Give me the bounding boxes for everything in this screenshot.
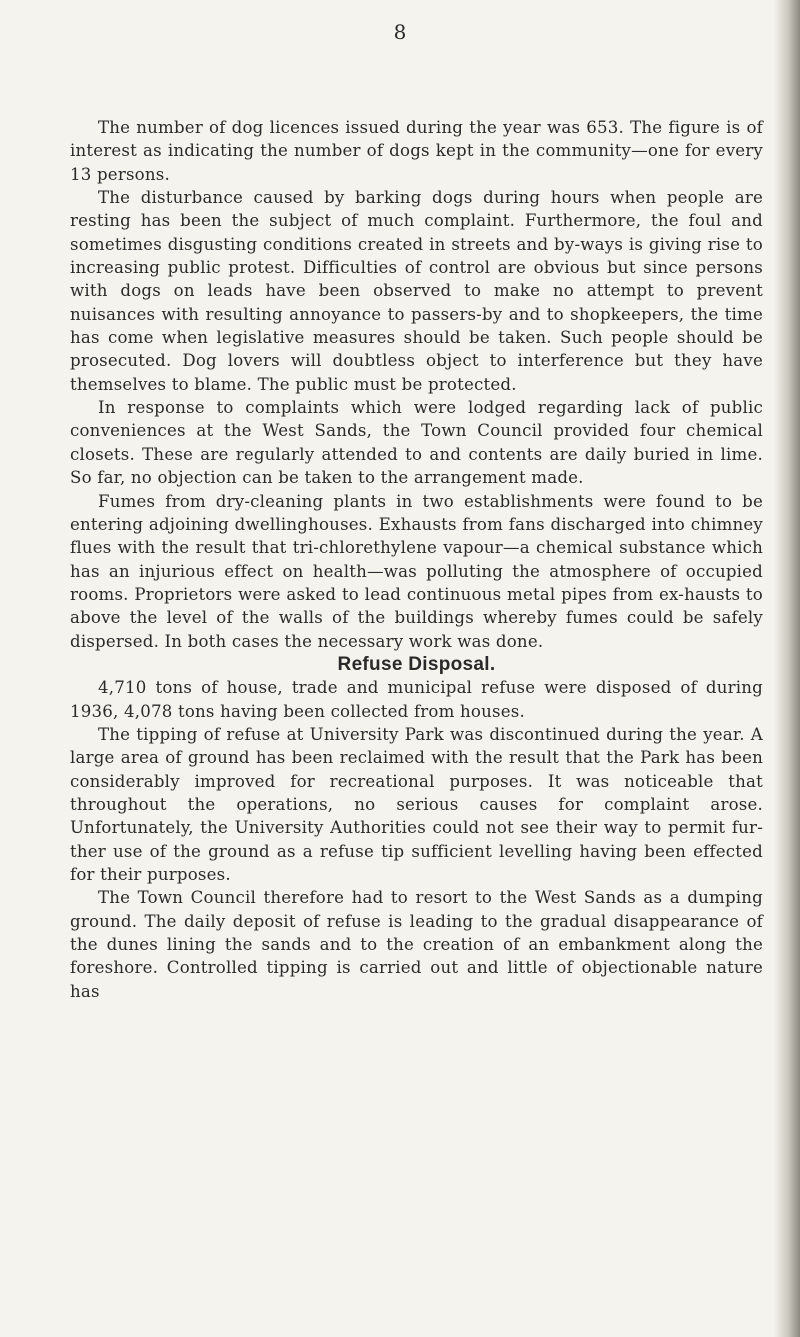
paragraph-university-park: The tipping of refuse at University Park was discontinued during the year. A large area of ground has been reclaimed with the result that the Park has been considerably improved for recreational purposes. It was noticeable that throughout the operations, no serious causes for complaint arose. Unfortunately, the University Authorities could not see their way to permit fur-ther use of the ground as a refuse tip sufficient levelling having been effected for their purposes. (70, 724, 763, 884)
page-edge-shadow (774, 0, 800, 1337)
page-content (70, 116, 763, 1003)
paragraph-refuse-tonnage: 4,710 tons of house, trade and municipal refuse were disposed of during 1936, 4,078 tons having been collected from houses. (70, 678, 763, 721)
page-number: 8 (393, 20, 407, 44)
paragraph-dog-licences: The number of dog licences issued during the year was 653. The figure is of interest as indicating the number of dogs kept in the community—one for every 13 persons. (70, 118, 763, 184)
paragraph-public-conveniences: In response to complaints which were lodged regarding lack of public conveniences at the West Sands, the Town Council provided four chemical closets. These are regularly attended to and contents are daily buried in lime. So far, no objection can be taken to the arrangement made. (70, 398, 763, 488)
paragraph-barking-dogs: The disturbance caused by barking dogs during hours when people are resting has been the subject of much complaint. Furthermore, the foul and sometimes disgusting conditions created in streets and by-ways is giving rise to increasing public protest. Difficulties of control are obvious but since persons with dogs on leads have been observed to make no attempt to prevent nuisances with resulting annoyance to passers-by and to shopkeepers, the time has come when legislative measures should be taken. Such people should be prosecuted. Dog lovers will doubtless object to interference but they have themselves to blame. The public must be protected. (70, 188, 763, 394)
paragraph-west-sands-dumping: The Town Council therefore had to resort to the West Sands as a dumping ground. The daily deposit of refuse is leading to the gradual disappearance of the dunes lining the sands and to the creation of an embankment along the foreshore. Controlled tipping is carried out and little of objectionable nature has (70, 888, 763, 1001)
section-heading-refuse-disposal: Refuse Disposal. (337, 653, 496, 675)
paragraph-dry-cleaning-fumes: Fumes from dry-cleaning plants in two establishments were found to be entering adjoining dwellinghouses. Exhausts from fans discharged into chimney flues with the result that tri-chlorethylene vapour—a chemical substance which has an injurious effect on health—was polluting the atmosphere of occupied rooms. Proprietors were asked to lead continuous metal pipes from ex-hausts to above the level of the walls of the buildings whereby fumes could be safely dispersed. In both cases the necessary work was done. (70, 491, 763, 651)
